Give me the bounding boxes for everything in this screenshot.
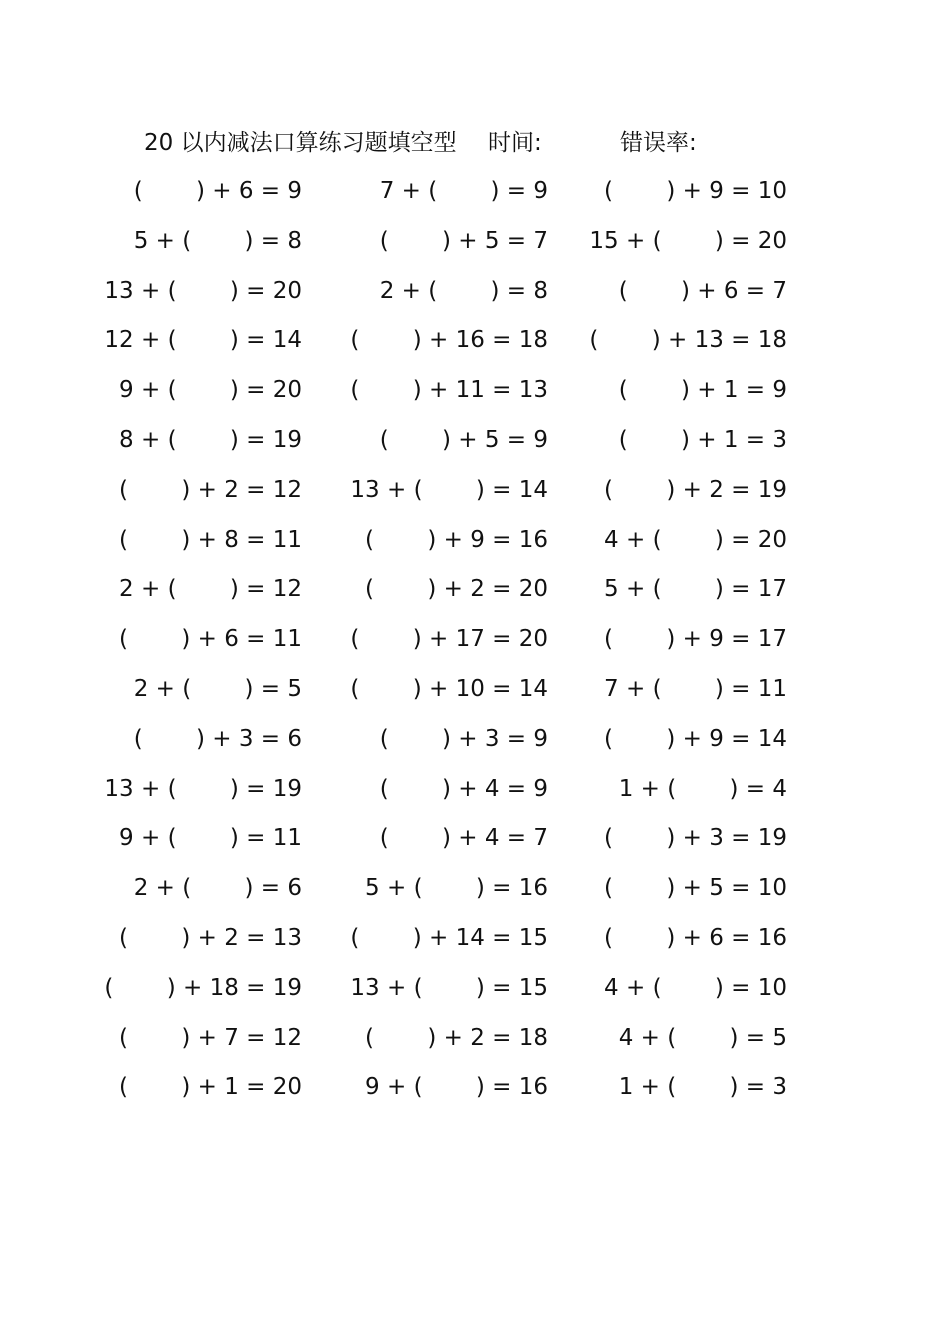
problem-item: ( ) + 2 = 20 [365,576,548,603]
error-rate-label: 错误率: [620,130,697,156]
problem-item: ( ) + 17 = 20 [350,626,548,653]
problem-item: 5 + ( ) = 16 [365,875,548,902]
problem-item: ( ) + 1 = 20 [119,1074,302,1101]
problem-item: 2 + ( ) = 8 [379,277,548,304]
problem-item: 5 + ( ) = 17 [604,576,787,603]
problem-item: 1 + ( ) = 4 [618,775,787,802]
problem-item: ( ) + 10 = 14 [350,675,548,702]
problem-item: ( ) + 9 = 10 [604,178,787,204]
problem-row [0,622,950,672]
worksheet-title: 20 以内减法口算练习题填空型 [144,130,457,156]
problem-item: 4 + ( ) = 10 [604,974,787,1001]
problem-item: 12 + ( ) = 14 [104,327,302,354]
problem-item: ( ) + 1 = 9 [618,377,787,404]
problem-item: 1 + ( ) = 3 [618,1074,787,1101]
problem-item: ( ) + 2 = 18 [365,1024,548,1051]
problem-item: ( ) + 2 = 19 [604,476,787,503]
problem-item: 7 + ( ) = 9 [379,178,548,204]
problem-row [0,772,950,822]
problem-item: 15 + ( ) = 20 [589,227,787,254]
problem-row [0,473,950,523]
time-label: 时间: [488,130,542,156]
worksheet-header [0,126,950,160]
problem-item: 2 + ( ) = 12 [119,576,302,603]
problem-grid [0,174,950,1120]
problem-item: ( ) + 5 = 9 [379,426,548,453]
problem-item: ( ) + 6 = 9 [133,178,302,204]
problem-item: ( ) + 1 = 3 [618,426,787,453]
problem-item: 8 + ( ) = 19 [119,426,302,453]
problem-item: 13 + ( ) = 15 [350,974,548,1001]
problem-row [0,722,950,772]
problem-row [0,921,950,971]
problem-item: 2 + ( ) = 6 [133,875,302,902]
problem-item: ( ) + 5 = 10 [604,875,787,902]
problem-row [0,821,950,871]
problem-item: ( ) + 2 = 13 [119,924,302,951]
problem-item: 9 + ( ) = 16 [365,1074,548,1101]
problem-item: ( ) + 3 = 9 [379,725,548,752]
problem-item: 2 + ( ) = 5 [133,675,302,702]
problem-item: ( ) + 3 = 6 [133,725,302,752]
problem-row [0,224,950,274]
problem-item: ( ) + 3 = 19 [604,825,787,852]
problem-row [0,373,950,423]
problem-item: ( ) + 4 = 9 [379,775,548,802]
problem-row [0,1021,950,1071]
problem-item: ( ) + 9 = 17 [604,626,787,653]
problem-row [0,1070,950,1120]
problem-item: ( ) + 7 = 12 [119,1024,302,1051]
problem-row [0,523,950,573]
problem-item: ( ) + 9 = 16 [365,526,548,553]
problem-row [0,971,950,1021]
problem-item: ( ) + 9 = 14 [604,725,787,752]
problem-item: 7 + ( ) = 11 [604,675,787,702]
problem-item: ( ) + 2 = 12 [119,476,302,503]
problem-item: ( ) + 13 = 18 [589,327,787,354]
problem-row [0,572,950,622]
problem-item: 4 + ( ) = 5 [618,1024,787,1051]
problem-item: ( ) + 18 = 19 [104,974,302,1001]
problem-item: ( ) + 11 = 13 [350,377,548,404]
problem-item: ( ) + 6 = 11 [119,626,302,653]
problem-item: 9 + ( ) = 11 [119,825,302,852]
problem-item: 5 + ( ) = 8 [133,227,302,254]
problem-row [0,672,950,722]
problem-item: 13 + ( ) = 19 [104,775,302,802]
problem-item: ( ) + 5 = 7 [379,227,548,254]
problem-item: ( ) + 4 = 7 [379,825,548,852]
problem-item: ( ) + 6 = 16 [604,924,787,951]
problem-row [0,871,950,921]
problem-item: ( ) + 8 = 11 [119,526,302,553]
problem-item: ( ) + 16 = 18 [350,327,548,354]
problem-item: 13 + ( ) = 20 [104,277,302,304]
problem-row [0,174,950,224]
problem-item: 9 + ( ) = 20 [119,377,302,404]
problem-item: ( ) + 14 = 15 [350,924,548,951]
problem-row [0,274,950,324]
problem-item: 4 + ( ) = 20 [604,526,787,553]
problem-item: 13 + ( ) = 14 [350,476,548,503]
problem-item: ( ) + 6 = 7 [618,277,787,304]
problem-row [0,423,950,473]
problem-row [0,323,950,373]
